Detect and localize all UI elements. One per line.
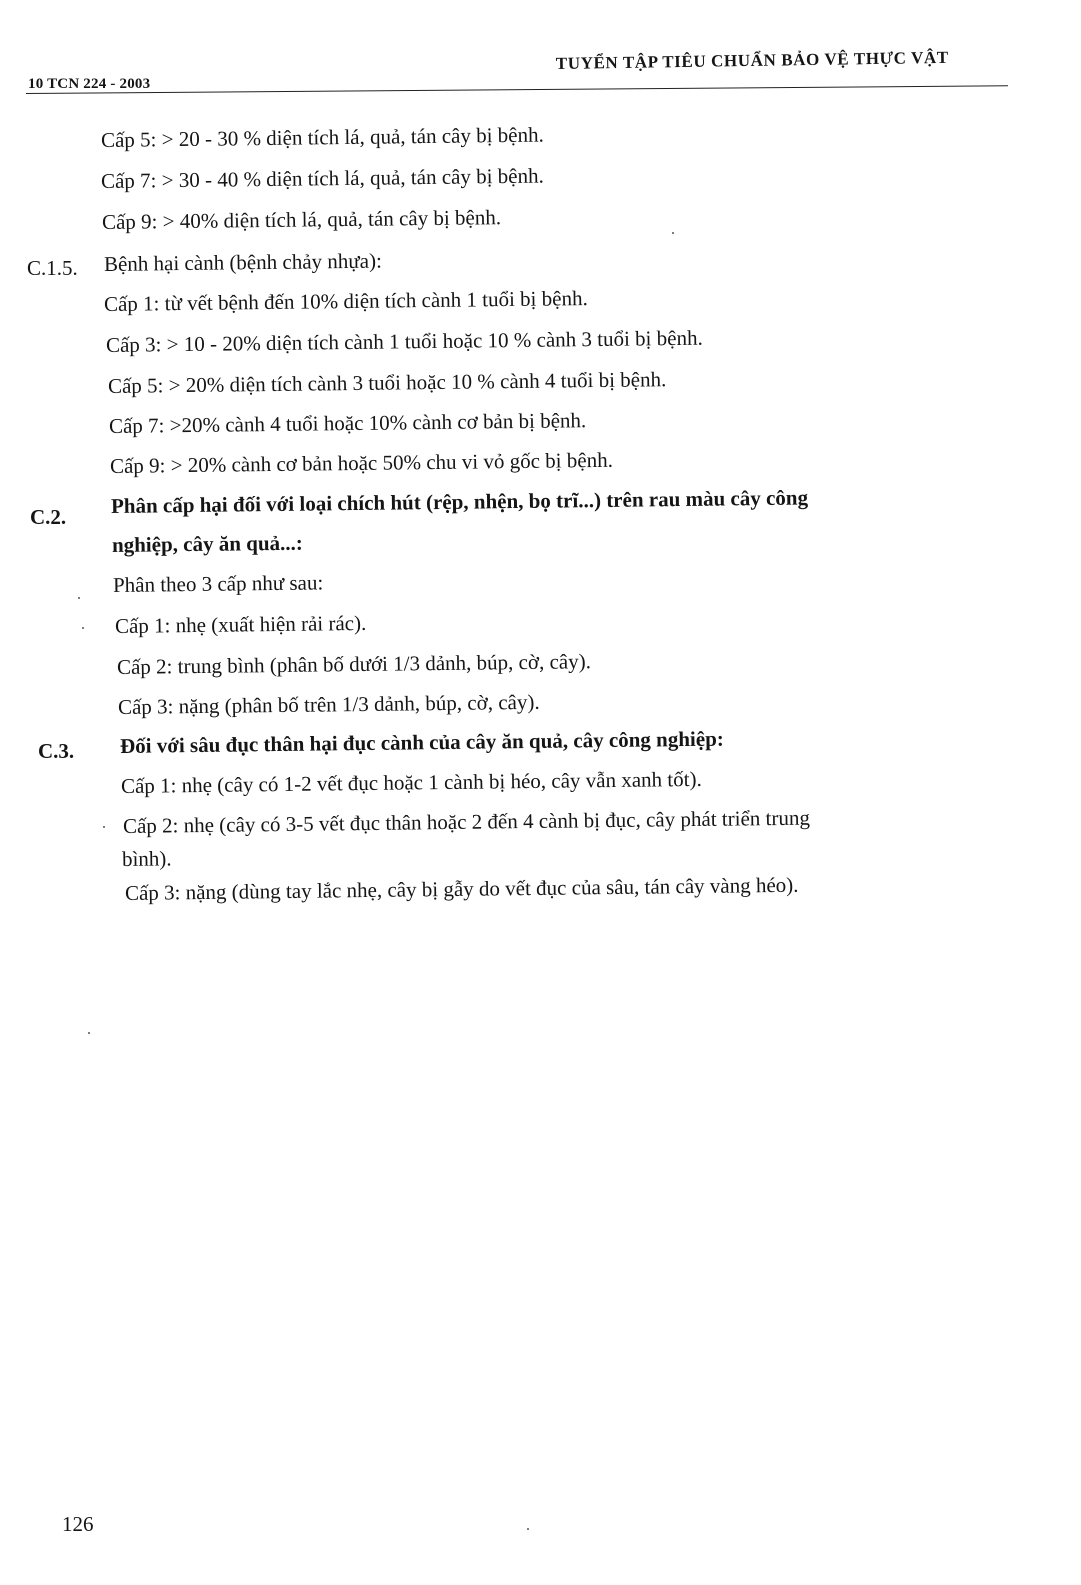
grade-line: Cấp 2: nhẹ (cây có 3-5 vết đục thân hoặc 2 đến 4 cành bị đục, cây phát triển trung — [122, 805, 811, 838]
standard-code: 10 TCN 224 - 2003 — [28, 76, 151, 92]
section-number: C.3. — [38, 739, 75, 763]
grade-line: Cấp 5: > 20% diện tích cành 3 tuổi hoặc 10 % cành 4 tuổi bị bệnh. — [107, 367, 667, 398]
section-number: C.2. — [30, 505, 67, 529]
header-rule — [26, 85, 1008, 94]
grade-line: bình). — [121, 846, 172, 871]
section-heading: Phân cấp hại đối với loại chích hút (rệp, nhện, bọ trĩ...) trên rau màu cây công — [110, 485, 809, 518]
scan-speck — [103, 826, 105, 828]
intro-line: Phân theo 3 cấp như sau: — [112, 570, 324, 597]
section-number: C.1.5. — [27, 256, 78, 280]
grade-line: Cấp 9: > 40% diện tích lá, quả, tán cây bị bệnh. — [101, 205, 502, 234]
scan-speck — [88, 1032, 90, 1034]
scan-speck — [82, 627, 84, 629]
grade-line: Cấp 2: trung bình (phân bố dưới 1/3 dảnh, búp, cờ, cây). — [116, 649, 592, 679]
scan-speck — [672, 232, 674, 234]
grade-line: Cấp 3: nặng (dùng tay lắc nhẹ, cây bị gẫy do vết đục của sâu, tán cây vàng héo). — [124, 872, 799, 905]
collection-title: TUYỂN TẬP TIÊU CHUẨN BẢO VỆ THỰC VẬT — [555, 47, 949, 74]
grade-line: Cấp 7: >20% cành 4 tuổi hoặc 10% cành cơ bản bị bệnh. — [108, 408, 587, 438]
section-heading: Đối với sâu đục thân hại đục cành của cây ăn quả, cây công nghiệp: — [119, 726, 724, 758]
grade-line: Cấp 7: > 30 - 40 % diện tích lá, quả, tán cây bị bệnh. — [100, 163, 544, 193]
page-number: 126 — [62, 1512, 94, 1536]
grade-line: Cấp 9: > 20% cành cơ bản hoặc 50% chu vi vỏ gốc bị bệnh. — [109, 447, 614, 478]
grade-line: Cấp 1: nhẹ (xuất hiện rải rác). — [114, 610, 367, 638]
scan-speck — [78, 597, 80, 599]
grade-line: Cấp 3: nặng (phân bố trên 1/3 dảnh, búp, cờ, cây). — [117, 689, 540, 719]
grade-line: Cấp 5: > 20 - 30 % diện tích lá, quả, tán cây bị bệnh. — [100, 122, 544, 152]
scan-speck — [527, 1528, 529, 1530]
section-heading: Bệnh hại cành (bệnh chảy nhựa): — [103, 248, 382, 276]
grade-line: Cấp 1: nhẹ (cây có 1-2 vết đục hoặc 1 cành bị héo, cây vẫn xanh tốt). — [120, 766, 702, 798]
grade-line: Cấp 1: từ vết bệnh đến 10% diện tích cành 1 tuổi bị bệnh. — [103, 286, 588, 316]
section-heading: nghiệp, cây ăn quả...: — [111, 530, 303, 557]
grade-line: Cấp 3: > 10 - 20% diện tích cành 1 tuổi hoặc 10 % cành 3 tuổi bị bệnh. — [105, 325, 703, 357]
